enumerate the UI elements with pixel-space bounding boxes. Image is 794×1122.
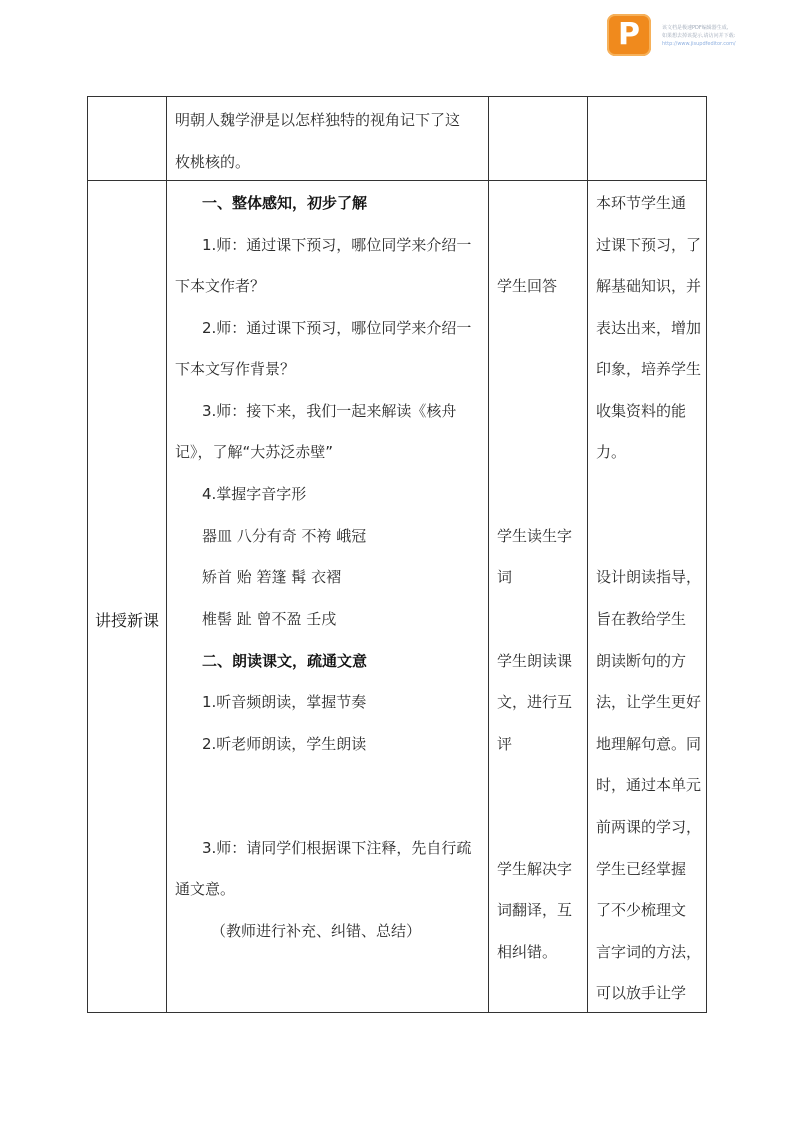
table-border-bottom <box>87 1012 707 1013</box>
student-activity: 文，进行互 <box>497 693 573 711</box>
content-text: 2.师：通过课下预习，哪位同学来介绍一 <box>202 319 472 337</box>
design-intent: 可以放手让学 <box>596 984 687 1002</box>
column-divider <box>87 96 88 1013</box>
design-intent: 表达出来，增加 <box>596 319 702 337</box>
column-divider <box>706 96 707 1013</box>
watermark-line: 该文档是极速PDF编辑器生成, <box>662 25 729 31</box>
watermark-url: http://www.jisupdfeditor.com/ <box>662 41 736 47</box>
content-text: 枚桃核的。 <box>175 153 251 171</box>
content-text: （教师进行补充、纠错、总结） <box>211 922 422 940</box>
design-intent: 设计朗读指导， <box>596 568 702 586</box>
design-intent: 过课下预习，了 <box>596 236 702 254</box>
watermark-text <box>662 24 792 48</box>
content-text: 记》，了解“大苏泛赤壁” <box>175 443 334 461</box>
student-activity: 学生朗读课 <box>497 652 573 670</box>
student-activity: 词 <box>497 568 513 586</box>
design-intent: 解基础知识，并 <box>596 277 702 295</box>
content-text: 下本文作者？ <box>175 277 266 295</box>
student-activity: 学生解决字 <box>497 860 573 878</box>
design-intent: 前两课的学习， <box>596 818 702 836</box>
content-text: 1.听音频朗读，掌握节奏 <box>202 693 367 711</box>
column-divider <box>587 96 588 1013</box>
content-text: 通文意。 <box>175 880 236 898</box>
content-text: 1.师：通过课下预习，哪位同学来介绍一 <box>202 236 472 254</box>
student-activity: 评 <box>497 735 513 753</box>
row-divider <box>87 180 707 181</box>
design-intent: 学生已经掌握 <box>596 860 687 878</box>
logo-letter: P <box>618 17 640 52</box>
column-divider <box>488 96 489 1013</box>
table-border-top <box>87 96 707 97</box>
column-divider <box>166 96 167 1013</box>
design-intent: 收集资料的能 <box>596 402 687 420</box>
content-text: 明朝人魏学洢是以怎样独特的视角记下了这 <box>175 111 461 129</box>
section-label: 讲授新课 <box>95 611 160 630</box>
design-intent: 朗读断句的方 <box>596 652 687 670</box>
design-intent: 本环节学生通 <box>596 194 687 212</box>
design-intent: 了不少梳理文 <box>596 901 687 919</box>
watermark-line: 如果想去掉该提示,请访问并下载: <box>662 33 736 39</box>
section-heading: 一、整体感知，初步了解 <box>202 194 368 212</box>
content-text: 4.掌握字音字形 <box>202 485 307 503</box>
content-text: 3.师：接下来，我们一起来解读《核舟 <box>202 402 457 420</box>
student-activity: 学生回答 <box>497 277 558 295</box>
design-intent: 印象，培养学生 <box>596 360 702 378</box>
content-text: 下本文写作背景？ <box>175 360 296 378</box>
student-activity: 相纠错。 <box>497 943 558 961</box>
design-intent: 力。 <box>596 443 627 461</box>
student-activity: 学生读生字 <box>497 527 573 545</box>
design-intent: 言字词的方法， <box>596 943 702 961</box>
student-activity: 词翻译，互 <box>497 901 573 919</box>
content-text: 3.师：请同学们根据课下注释，先自行疏 <box>202 839 472 857</box>
vocab-line: 矫首 贻 箬篷 髯 衣褶 <box>202 568 342 586</box>
content-text: 2.听老师朗读，学生朗读 <box>202 735 367 753</box>
design-intent: 地理解句意。同 <box>596 735 702 753</box>
section-heading: 二、朗读课文，疏通文意 <box>202 652 368 670</box>
design-intent: 法，让学生更好 <box>596 693 702 711</box>
design-intent: 时，通过本单元 <box>596 776 702 794</box>
vocab-line: 椎髻 趾 曾不盈 壬戌 <box>202 610 337 628</box>
design-intent: 旨在教给学生 <box>596 610 687 628</box>
pdf-editor-logo <box>607 14 651 56</box>
lesson-plan-table <box>87 96 707 1013</box>
vocab-line: 器皿 八分有奇 不袴 峨冠 <box>202 527 367 545</box>
